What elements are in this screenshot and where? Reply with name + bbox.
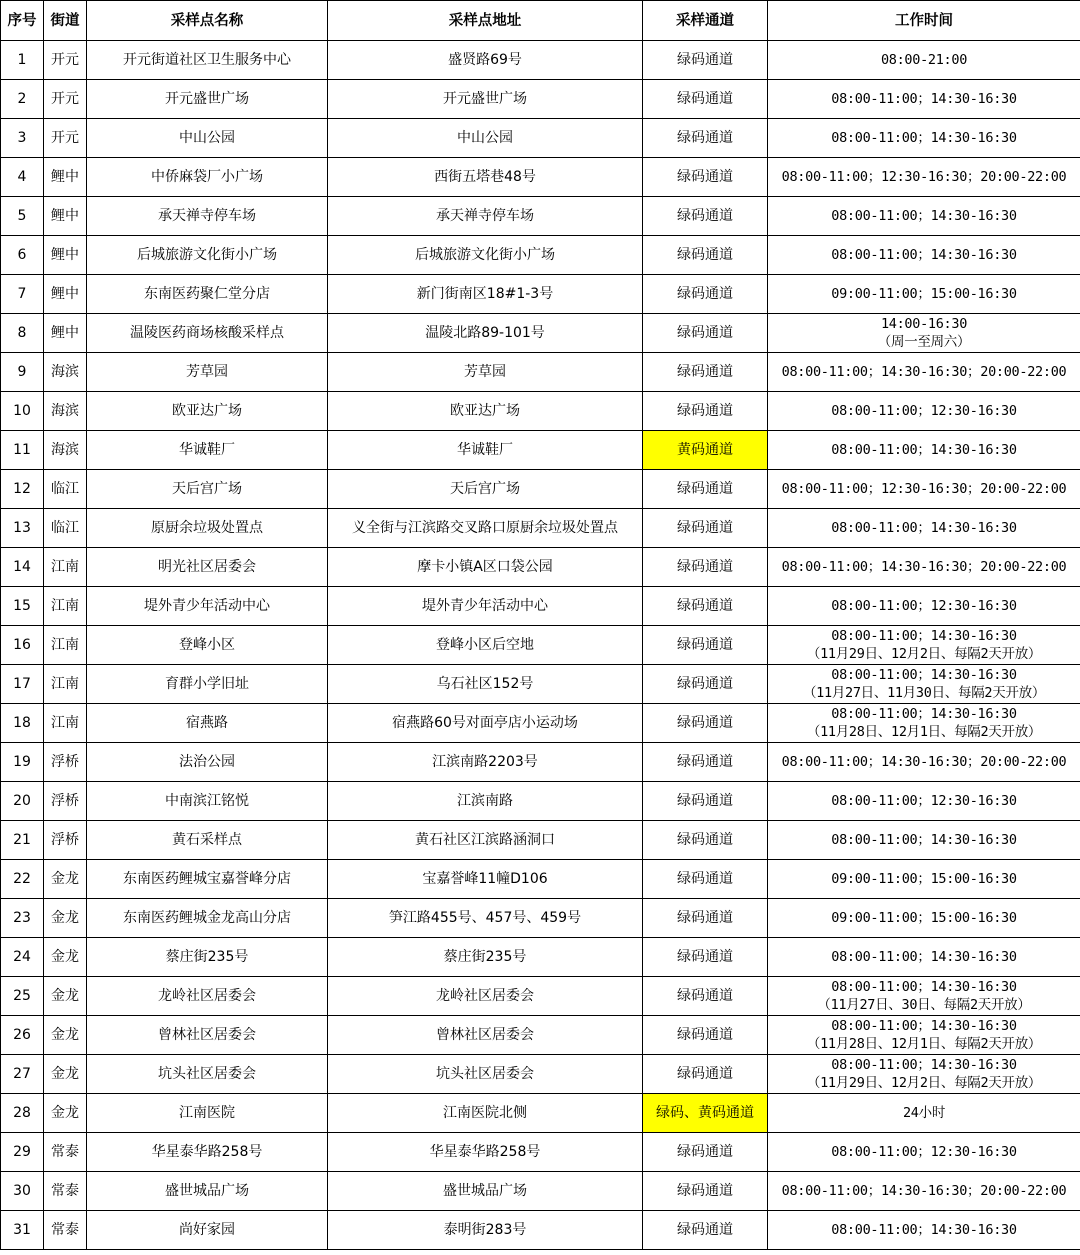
row-channel: 绿码通道 (643, 1211, 768, 1250)
table-row (1, 782, 1080, 821)
row-street: 海滨 (44, 431, 87, 470)
hours-note: （周一至周六） (877, 334, 971, 350)
table-row (1, 392, 1080, 431)
row-channel: 黄码通道 (643, 431, 768, 470)
row-site-address: 欧亚达广场 (328, 392, 643, 431)
hours-text: 08:00-11:00；14:30-16:30；20:00-22:00 (781, 1183, 1067, 1199)
table-row (1, 119, 1080, 158)
table-row (1, 1211, 1080, 1250)
row-site-address: 义全街与江滨路交叉路口原厨余垃圾处置点 (328, 509, 643, 548)
hours-text: 08:00-11:00；14:30-16:30 (831, 520, 1017, 536)
row-street: 开元 (44, 119, 87, 158)
row-site-address: 新门街南区18#1-3号 (328, 275, 643, 314)
table-row (1, 548, 1080, 587)
row-channel: 绿码通道 (643, 392, 768, 431)
row-working-hours (768, 119, 1080, 158)
row-street: 金龙 (44, 1094, 87, 1133)
row-site-name: 法治公园 (87, 743, 328, 782)
row-working-hours (768, 665, 1080, 704)
hours-text: 08:00-11:00；14:30-16:30 (831, 1018, 1017, 1034)
row-channel: 绿码通道 (643, 938, 768, 977)
row-index: 15 (1, 587, 44, 626)
table-row (1, 821, 1080, 860)
row-channel: 绿码通道 (643, 353, 768, 392)
row-working-hours (768, 587, 1080, 626)
row-index: 6 (1, 236, 44, 275)
hours-text: 08:00-11:00；14:30-16:30 (831, 247, 1017, 263)
hours-text: 09:00-11:00；15:00-16:30 (831, 910, 1017, 926)
row-site-name: 欧亚达广场 (87, 392, 328, 431)
row-index: 22 (1, 860, 44, 899)
row-site-address: 曾林社区居委会 (328, 1016, 643, 1055)
header-index: 序号 (1, 1, 44, 41)
row-site-address: 坑头社区居委会 (328, 1055, 643, 1094)
row-working-hours (768, 899, 1080, 938)
row-site-address: 开元盛世广场 (328, 80, 643, 119)
row-street: 常泰 (44, 1133, 87, 1172)
row-working-hours (768, 1055, 1080, 1094)
hours-text: 08:00-11:00；14:30-16:30 (831, 208, 1017, 224)
hours-text: 08:00-11:00；14:30-16:30 (831, 832, 1017, 848)
table-header (1, 1, 1080, 41)
hours-text: 08:00-11:00；12:30-16:30 (831, 1144, 1017, 1160)
row-street: 浮桥 (44, 743, 87, 782)
row-channel: 绿码通道 (643, 743, 768, 782)
row-site-address: 温陵北路89-101号 (328, 314, 643, 353)
row-working-hours (768, 197, 1080, 236)
row-site-name: 芳草园 (87, 353, 328, 392)
row-working-hours (768, 41, 1080, 80)
row-channel: 绿码通道 (643, 80, 768, 119)
hours-text: 09:00-11:00；15:00-16:30 (831, 286, 1017, 302)
row-site-address: 蔡庄街235号 (328, 938, 643, 977)
row-site-name: 中侨麻袋厂小广场 (87, 158, 328, 197)
row-street: 常泰 (44, 1211, 87, 1250)
row-index: 27 (1, 1055, 44, 1094)
row-site-name: 原厨余垃圾处置点 (87, 509, 328, 548)
hours-note: （11月29日、12月2日、每隔2天开放） (806, 1075, 1042, 1091)
row-index: 16 (1, 626, 44, 665)
hours-text: 08:00-11:00；14:30-16:30 (831, 949, 1017, 965)
header-street: 街道 (44, 1, 87, 41)
hours-text: 09:00-11:00；15:00-16:30 (831, 871, 1017, 887)
row-site-address: 天后宫广场 (328, 470, 643, 509)
row-site-name: 东南医药鲤城宝嘉誉峰分店 (87, 860, 328, 899)
row-street: 江南 (44, 587, 87, 626)
table-row (1, 158, 1080, 197)
row-site-address: 西街五塔巷48号 (328, 158, 643, 197)
row-channel: 绿码通道 (643, 782, 768, 821)
row-street: 常泰 (44, 1172, 87, 1211)
row-site-address: 芳草园 (328, 353, 643, 392)
row-working-hours (768, 626, 1080, 665)
table-row (1, 236, 1080, 275)
row-street: 金龙 (44, 860, 87, 899)
header-working-hours: 工作时间 (768, 1, 1080, 41)
row-working-hours (768, 1172, 1080, 1211)
row-working-hours (768, 392, 1080, 431)
hours-text: 08:00-11:00；14:30-16:30 (831, 979, 1017, 995)
row-site-address: 黄石社区江滨路涵洞口 (328, 821, 643, 860)
row-working-hours (768, 1133, 1080, 1172)
row-site-name: 明光社区居委会 (87, 548, 328, 587)
row-site-name: 龙岭社区居委会 (87, 977, 328, 1016)
row-index: 10 (1, 392, 44, 431)
row-street: 开元 (44, 41, 87, 80)
row-index: 2 (1, 80, 44, 119)
table-row (1, 665, 1080, 704)
row-site-address: 承天禅寺停车场 (328, 197, 643, 236)
row-site-address: 泰明街283号 (328, 1211, 643, 1250)
row-index: 1 (1, 41, 44, 80)
row-channel: 绿码通道 (643, 899, 768, 938)
row-channel: 绿码通道 (643, 860, 768, 899)
hours-note: （11月27日、30日、每隔2天开放） (817, 997, 1031, 1013)
row-street: 金龙 (44, 977, 87, 1016)
row-working-hours (768, 158, 1080, 197)
hours-note: （11月28日、12月1日、每隔2天开放） (806, 724, 1042, 740)
table-row (1, 80, 1080, 119)
row-site-name: 后城旅游文化街小广场 (87, 236, 328, 275)
header-site-address: 采样点地址 (328, 1, 643, 41)
hours-text: 08:00-11:00；14:30-16:30 (831, 628, 1017, 644)
row-channel: 绿码通道 (643, 158, 768, 197)
row-street: 海滨 (44, 392, 87, 431)
row-channel: 绿码通道 (643, 314, 768, 353)
hours-text: 08:00-11:00；14:30-16:30 (831, 1222, 1017, 1238)
row-street: 临江 (44, 470, 87, 509)
row-site-address: 龙岭社区居委会 (328, 977, 643, 1016)
table-row (1, 626, 1080, 665)
row-working-hours (768, 236, 1080, 275)
row-site-name: 江南医院 (87, 1094, 328, 1133)
row-working-hours (768, 938, 1080, 977)
hours-text: 08:00-11:00；14:30-16:30；20:00-22:00 (781, 754, 1067, 770)
row-working-hours (768, 275, 1080, 314)
row-channel: 绿码通道 (643, 626, 768, 665)
row-index: 11 (1, 431, 44, 470)
row-index: 8 (1, 314, 44, 353)
row-site-address: 笋江路455号、457号、459号 (328, 899, 643, 938)
table-row (1, 704, 1080, 743)
row-channel: 绿码通道 (643, 470, 768, 509)
hours-text: 08:00-11:00；14:30-16:30 (831, 130, 1017, 146)
row-index: 9 (1, 353, 44, 392)
row-working-hours (768, 977, 1080, 1016)
row-site-address: 堤外青少年活动中心 (328, 587, 643, 626)
row-site-name: 承天禅寺停车场 (87, 197, 328, 236)
table-row (1, 977, 1080, 1016)
row-site-name: 天后宫广场 (87, 470, 328, 509)
table-body (1, 41, 1080, 1250)
row-index: 28 (1, 1094, 44, 1133)
row-site-address: 宿燕路60号对面亭店小运动场 (328, 704, 643, 743)
table-row (1, 1016, 1080, 1055)
hours-text: 08:00-11:00；12:30-16:30 (831, 598, 1017, 614)
row-channel: 绿码通道 (643, 665, 768, 704)
row-working-hours (768, 704, 1080, 743)
hours-text: 08:00-21:00 (880, 52, 968, 68)
row-channel: 绿码通道 (643, 1055, 768, 1094)
table-row (1, 314, 1080, 353)
hours-text: 08:00-11:00；12:30-16:30；20:00-22:00 (781, 169, 1067, 185)
row-channel: 绿码、黄码通道 (643, 1094, 768, 1133)
row-site-address: 盛贤路69号 (328, 41, 643, 80)
table-row (1, 1055, 1080, 1094)
row-index: 20 (1, 782, 44, 821)
row-site-name: 开元盛世广场 (87, 80, 328, 119)
row-index: 12 (1, 470, 44, 509)
row-working-hours (768, 1094, 1080, 1133)
row-site-name: 蔡庄街235号 (87, 938, 328, 977)
row-street: 鲤中 (44, 197, 87, 236)
row-site-address: 江南医院北侧 (328, 1094, 643, 1133)
row-street: 鲤中 (44, 314, 87, 353)
hours-text: 08:00-11:00；14:30-16:30 (831, 442, 1017, 458)
hours-note: （11月27日、11月30日、每隔2天开放） (802, 685, 1046, 701)
row-site-address: 华星泰华路258号 (328, 1133, 643, 1172)
row-index: 30 (1, 1172, 44, 1211)
row-street: 江南 (44, 548, 87, 587)
row-site-name: 登峰小区 (87, 626, 328, 665)
row-index: 5 (1, 197, 44, 236)
hours-text: 08:00-11:00；14:30-16:30；20:00-22:00 (781, 559, 1067, 575)
row-working-hours (768, 470, 1080, 509)
row-site-name: 东南医药聚仁堂分店 (87, 275, 328, 314)
row-site-name: 华星泰华路258号 (87, 1133, 328, 1172)
row-index: 14 (1, 548, 44, 587)
row-working-hours (768, 353, 1080, 392)
table-row (1, 587, 1080, 626)
row-channel: 绿码通道 (643, 197, 768, 236)
row-working-hours (768, 509, 1080, 548)
row-site-name: 中南滨江铭悦 (87, 782, 328, 821)
hours-text: 08:00-11:00；14:30-16:30 (831, 91, 1017, 107)
row-index: 3 (1, 119, 44, 158)
hours-text: 08:00-11:00；12:30-16:30 (831, 403, 1017, 419)
row-site-name: 盛世城品广场 (87, 1172, 328, 1211)
row-site-name: 东南医药鲤城金龙高山分店 (87, 899, 328, 938)
row-street: 江南 (44, 665, 87, 704)
row-street: 江南 (44, 626, 87, 665)
row-working-hours (768, 860, 1080, 899)
table-row (1, 470, 1080, 509)
row-site-name: 曾林社区居委会 (87, 1016, 328, 1055)
row-site-name: 中山公园 (87, 119, 328, 158)
row-site-name: 开元街道社区卫生服务中心 (87, 41, 328, 80)
row-street: 临江 (44, 509, 87, 548)
row-working-hours (768, 548, 1080, 587)
row-channel: 绿码通道 (643, 509, 768, 548)
row-street: 浮桥 (44, 782, 87, 821)
table-row (1, 743, 1080, 782)
table-row (1, 1094, 1080, 1133)
table-row (1, 275, 1080, 314)
row-site-address: 摩卡小镇A区口袋公园 (328, 548, 643, 587)
row-index: 19 (1, 743, 44, 782)
row-site-name: 宿燕路 (87, 704, 328, 743)
table-row (1, 41, 1080, 80)
row-index: 13 (1, 509, 44, 548)
row-site-name: 坑头社区居委会 (87, 1055, 328, 1094)
table-row (1, 197, 1080, 236)
row-working-hours (768, 1211, 1080, 1250)
row-channel: 绿码通道 (643, 977, 768, 1016)
row-index: 7 (1, 275, 44, 314)
table-row (1, 1133, 1080, 1172)
row-index: 21 (1, 821, 44, 860)
row-site-name: 黄石采样点 (87, 821, 328, 860)
row-street: 海滨 (44, 353, 87, 392)
row-street: 金龙 (44, 1055, 87, 1094)
row-street: 金龙 (44, 1016, 87, 1055)
row-channel: 绿码通道 (643, 119, 768, 158)
row-site-address: 乌石社区152号 (328, 665, 643, 704)
row-working-hours (768, 821, 1080, 860)
hours-text: 08:00-11:00；14:30-16:30 (831, 706, 1017, 722)
row-street: 鲤中 (44, 236, 87, 275)
row-channel: 绿码通道 (643, 587, 768, 626)
row-channel: 绿码通道 (643, 41, 768, 80)
hours-text: 08:00-11:00；12:30-16:30 (831, 793, 1017, 809)
row-site-address: 宝嘉誉峰11幢D106 (328, 860, 643, 899)
header-row (1, 1, 1080, 41)
row-working-hours (768, 782, 1080, 821)
row-site-address: 华诚鞋厂 (328, 431, 643, 470)
row-street: 鲤中 (44, 158, 87, 197)
row-street: 金龙 (44, 938, 87, 977)
row-channel: 绿码通道 (643, 1172, 768, 1211)
row-working-hours (768, 80, 1080, 119)
hours-text: 08:00-11:00；14:30-16:30 (831, 667, 1017, 683)
row-channel: 绿码通道 (643, 275, 768, 314)
row-index: 17 (1, 665, 44, 704)
row-site-name: 堤外青少年活动中心 (87, 587, 328, 626)
table-row (1, 938, 1080, 977)
table-row (1, 509, 1080, 548)
row-working-hours (768, 1016, 1080, 1055)
row-channel: 绿码通道 (643, 1133, 768, 1172)
row-channel: 绿码通道 (643, 704, 768, 743)
row-site-address: 登峰小区后空地 (328, 626, 643, 665)
row-index: 4 (1, 158, 44, 197)
row-site-address: 江滨南路2203号 (328, 743, 643, 782)
table-row (1, 353, 1080, 392)
row-site-address: 盛世城品广场 (328, 1172, 643, 1211)
row-channel: 绿码通道 (643, 236, 768, 275)
header-channel: 采样通道 (643, 1, 768, 41)
hours-note: （11月29日、12月2日、每隔2天开放） (806, 646, 1042, 662)
row-street: 江南 (44, 704, 87, 743)
row-site-name: 尚好家园 (87, 1211, 328, 1250)
row-index: 26 (1, 1016, 44, 1055)
row-index: 29 (1, 1133, 44, 1172)
row-site-address: 后城旅游文化街小广场 (328, 236, 643, 275)
row-channel: 绿码通道 (643, 548, 768, 587)
row-site-name: 温陵医药商场核酸采样点 (87, 314, 328, 353)
row-index: 23 (1, 899, 44, 938)
row-index: 18 (1, 704, 44, 743)
row-index: 25 (1, 977, 44, 1016)
row-working-hours (768, 743, 1080, 782)
row-site-name: 育群小学旧址 (87, 665, 328, 704)
row-site-address: 江滨南路 (328, 782, 643, 821)
row-index: 24 (1, 938, 44, 977)
table-row (1, 860, 1080, 899)
row-street: 金龙 (44, 899, 87, 938)
table-row (1, 1172, 1080, 1211)
table-row (1, 899, 1080, 938)
hours-text: 08:00-11:00；14:30-16:30 (831, 1057, 1017, 1073)
hours-text: 08:00-11:00；14:30-16:30；20:00-22:00 (781, 364, 1067, 380)
row-working-hours (768, 314, 1080, 353)
hours-text: 24小时 (902, 1105, 946, 1121)
header-site-name: 采样点名称 (87, 1, 328, 41)
row-street: 开元 (44, 80, 87, 119)
row-channel: 绿码通道 (643, 821, 768, 860)
row-site-name: 华诚鞋厂 (87, 431, 328, 470)
row-site-address: 中山公园 (328, 119, 643, 158)
row-channel: 绿码通道 (643, 1016, 768, 1055)
hours-text: 14:00-16:30 (880, 316, 968, 332)
row-street: 浮桥 (44, 821, 87, 860)
table-row (1, 431, 1080, 470)
row-index: 31 (1, 1211, 44, 1250)
hours-text: 08:00-11:00；12:30-16:30；20:00-22:00 (781, 481, 1067, 497)
row-street: 鲤中 (44, 275, 87, 314)
row-working-hours (768, 431, 1080, 470)
hours-note: （11月28日、12月1日、每隔2天开放） (806, 1036, 1042, 1052)
